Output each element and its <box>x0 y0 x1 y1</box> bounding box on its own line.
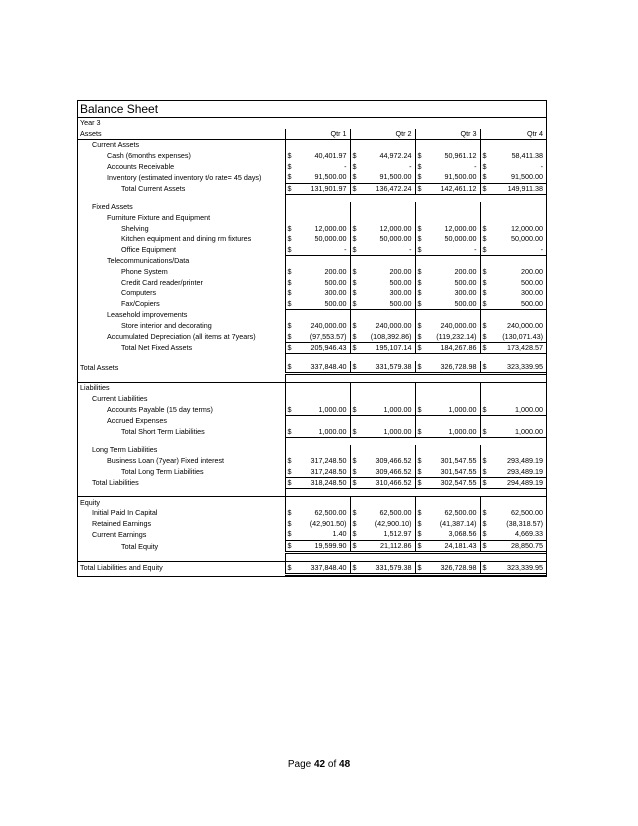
amount-q1: 300.00 <box>324 288 347 298</box>
amount-q3: 142,461.12 <box>424 183 480 195</box>
currency-symbol: $ <box>415 234 424 245</box>
currency-symbol: $ <box>350 234 359 245</box>
currency-symbol: $ <box>480 361 489 373</box>
currency-symbol: $ <box>285 277 294 288</box>
balance-row <box>78 331 546 342</box>
amount-q3: 200.00 <box>454 267 477 277</box>
currency-symbol: $ <box>480 172 489 183</box>
currency-symbol: $ <box>285 529 294 540</box>
balance-row <box>78 383 546 394</box>
amount-q1: 317,248.50 <box>310 455 347 465</box>
spacer-row <box>78 195 546 203</box>
amount-q1: 500.00 <box>324 277 347 287</box>
row-label: Credit Card reader/printer <box>121 277 203 287</box>
amount-q1: 12,000.00 <box>314 223 347 233</box>
row-label: Equity <box>80 497 100 507</box>
currency-symbol: $ <box>415 267 424 278</box>
currency-symbol: $ <box>285 466 294 477</box>
row-label: Current Assets <box>92 140 140 150</box>
balance-sheet-table <box>78 118 546 576</box>
currency-symbol: $ <box>285 321 294 332</box>
amount-q3: 326,728.98 <box>424 562 480 575</box>
currency-symbol: $ <box>415 456 424 467</box>
amount-q4: 1,000.00 <box>489 404 546 415</box>
currency-symbol: $ <box>285 540 294 553</box>
amount-q3: 240,000.00 <box>440 320 477 330</box>
row-label: Inventory (estimated inventory t/o rate= 45 days) <box>107 172 262 182</box>
amount-q4: (130,071.43) <box>489 331 546 342</box>
balance-row <box>78 497 546 508</box>
amount-q3: 1,000.00 <box>424 404 480 415</box>
balance-row <box>78 466 546 477</box>
page-footer <box>0 759 638 770</box>
amount-q4: 149,911.38 <box>489 183 546 195</box>
currency-symbol: $ <box>415 404 424 415</box>
spacer-row <box>78 553 546 562</box>
currency-symbol: $ <box>350 299 359 310</box>
currency-symbol: $ <box>480 299 489 310</box>
row-label: Phone System <box>121 267 168 277</box>
row-label: Store interior and decorating <box>121 320 212 330</box>
amount-q2: 240,000.00 <box>375 320 412 330</box>
currency-symbol: $ <box>415 331 424 342</box>
amount-q4: 200.00 <box>521 267 544 277</box>
currency-symbol: $ <box>350 223 359 234</box>
currency-symbol: $ <box>285 361 294 373</box>
row-label: Total Equity <box>121 541 159 551</box>
amount-q3: 91,500.00 <box>424 172 480 183</box>
amount-q4: 323,339.95 <box>489 361 546 373</box>
currency-symbol: $ <box>350 151 359 162</box>
currency-symbol: $ <box>415 245 424 256</box>
currency-symbol: $ <box>415 519 424 530</box>
currency-symbol: $ <box>480 161 489 172</box>
balance-row <box>78 394 546 405</box>
currency-symbol: $ <box>480 234 489 245</box>
amount-q2: (42,900.10) <box>374 518 412 528</box>
currency-symbol: $ <box>350 519 359 530</box>
amount-q4: 12,000.00 <box>511 223 544 233</box>
currency-symbol: $ <box>350 161 359 172</box>
amount-q4: - <box>489 245 546 256</box>
balance-row <box>78 223 546 234</box>
row-label: Total Current Assets <box>121 183 186 193</box>
balance-row <box>78 519 546 530</box>
row-label: Computers <box>121 288 157 298</box>
amount-q2: 50,000.00 <box>379 234 412 244</box>
amount-q4: 173,428.57 <box>489 342 546 354</box>
balance-row <box>78 562 546 575</box>
column-header-q4: Qtr 4 <box>480 129 546 140</box>
currency-symbol: $ <box>480 267 489 278</box>
amount-q2: 310,466.52 <box>359 477 415 489</box>
amount-q4: 1,000.00 <box>489 426 546 437</box>
footer-of: of <box>325 759 340 770</box>
balance-row <box>78 529 546 540</box>
amount-q1: 200.00 <box>324 267 347 277</box>
amount-q2: 1,000.00 <box>359 426 415 437</box>
row-label: Total Assets <box>80 362 119 372</box>
currency-symbol: $ <box>480 426 489 437</box>
amount-q4: 500.00 <box>521 277 544 287</box>
amount-q2: 309,466.52 <box>359 466 415 477</box>
sheet-body <box>78 118 546 574</box>
amount-q3: 326,728.98 <box>424 361 480 373</box>
amount-q4: 58,411.38 <box>511 151 544 161</box>
currency-symbol: $ <box>415 321 424 332</box>
amount-q2: 136,472.24 <box>359 183 415 195</box>
currency-symbol: $ <box>480 223 489 234</box>
currency-symbol: $ <box>350 267 359 278</box>
currency-symbol: $ <box>415 299 424 310</box>
currency-symbol: $ <box>415 508 424 519</box>
currency-symbol: $ <box>350 540 359 553</box>
currency-symbol: $ <box>285 456 294 467</box>
amount-q4: 300.00 <box>521 288 544 298</box>
currency-symbol: $ <box>480 508 489 519</box>
currency-symbol: $ <box>285 245 294 256</box>
currency-symbol: $ <box>350 321 359 332</box>
balance-row <box>78 404 546 415</box>
balance-row <box>78 234 546 245</box>
balance-row <box>78 213 546 224</box>
amount-q1: 91,500.00 <box>294 172 350 183</box>
footer-prefix: Page <box>287 759 314 770</box>
amount-q1: - <box>344 161 347 171</box>
row-label: Business Loan (7year) Fixed interest <box>107 455 225 465</box>
row-label: Current Earnings <box>92 529 147 539</box>
amount-q3: 1,000.00 <box>424 426 480 437</box>
row-label: Accounts Payable (15 day terms) <box>107 404 213 414</box>
currency-symbol: $ <box>480 456 489 467</box>
spacer-row <box>78 438 546 446</box>
currency-symbol: $ <box>480 151 489 162</box>
amount-q2: 1,512.97 <box>359 529 415 540</box>
amount-q3: 302,547.55 <box>424 477 480 489</box>
amount-q4: 4,669.33 <box>489 529 546 540</box>
currency-symbol: $ <box>480 540 489 553</box>
row-label: Office Equipment <box>121 245 177 255</box>
currency-symbol: $ <box>480 477 489 489</box>
amount-q1: 19,599.90 <box>294 540 350 553</box>
amount-q4: - <box>540 161 544 171</box>
amount-q2: 331,579.38 <box>359 361 415 373</box>
row-label: Retained Earnings <box>92 518 152 528</box>
currency-symbol: $ <box>285 172 294 183</box>
currency-symbol: $ <box>285 477 294 489</box>
row-label: Accrued Expenses <box>107 415 167 425</box>
currency-symbol: $ <box>285 288 294 299</box>
amount-q4: (38,318.57) <box>506 518 544 528</box>
amount-q3: 3,068.56 <box>424 529 480 540</box>
currency-symbol: $ <box>350 466 359 477</box>
currency-symbol: $ <box>415 151 424 162</box>
currency-symbol: $ <box>480 277 489 288</box>
balance-row <box>78 151 546 162</box>
amount-q1: 131,901.97 <box>294 183 350 195</box>
balance-row <box>78 415 546 426</box>
currency-symbol: $ <box>285 234 294 245</box>
amount-q3: (119,232.14) <box>424 331 480 342</box>
amount-q4: 500.00 <box>489 299 546 310</box>
spacer-row <box>78 489 546 497</box>
amount-q3: 62,500.00 <box>444 508 477 518</box>
currency-symbol: $ <box>285 404 294 415</box>
row-label: Leasehold improvements <box>107 310 188 320</box>
sheet-title: Balance Sheet <box>78 101 546 118</box>
currency-symbol: $ <box>350 477 359 489</box>
amount-q4: 293,489.19 <box>507 455 544 465</box>
amount-q1: 240,000.00 <box>310 320 347 330</box>
currency-symbol: $ <box>415 562 424 575</box>
row-label: Fixed Assets <box>92 202 133 212</box>
currency-symbol: $ <box>350 342 359 354</box>
amount-q1: 500.00 <box>294 299 350 310</box>
amount-q3: 500.00 <box>454 277 477 287</box>
row-label: Fax/Copiers <box>121 299 160 309</box>
row-label: Cash (6months expenses) <box>107 151 191 161</box>
balance-row <box>78 277 546 288</box>
currency-symbol: $ <box>285 342 294 354</box>
column-header-row <box>78 129 546 140</box>
column-header-q1: Qtr 1 <box>285 129 350 140</box>
amount-q1: 1,000.00 <box>294 404 350 415</box>
balance-row <box>78 456 546 467</box>
currency-symbol: $ <box>480 342 489 354</box>
currency-symbol: $ <box>415 223 424 234</box>
row-label: Total Liabilities and Equity <box>80 563 163 573</box>
currency-symbol: $ <box>285 267 294 278</box>
row-label: Total Short Term Liabilities <box>121 426 205 436</box>
balance-row <box>78 161 546 172</box>
amount-q2: 12,000.00 <box>379 223 412 233</box>
amount-q2: 500.00 <box>389 277 412 287</box>
currency-symbol: $ <box>480 466 489 477</box>
balance-row <box>78 426 546 437</box>
currency-symbol: $ <box>415 342 424 354</box>
currency-symbol: $ <box>415 361 424 373</box>
currency-symbol: $ <box>415 529 424 540</box>
year-label: Year 3 <box>80 118 101 128</box>
amount-q1: 317,248.50 <box>294 466 350 477</box>
currency-symbol: $ <box>285 161 294 172</box>
currency-symbol: $ <box>480 183 489 195</box>
row-label: Current Liabilities <box>92 393 148 403</box>
amount-q1: 62,500.00 <box>314 508 347 518</box>
balance-row <box>78 477 546 489</box>
amount-q3: - <box>424 245 480 256</box>
currency-symbol: $ <box>415 277 424 288</box>
amount-q2: 309,466.52 <box>375 455 412 465</box>
row-label: Total Liabilities <box>92 478 139 488</box>
currency-symbol: $ <box>350 508 359 519</box>
currency-symbol: $ <box>350 562 359 575</box>
amount-q2: 500.00 <box>359 299 415 310</box>
currency-symbol: $ <box>415 172 424 183</box>
currency-symbol: $ <box>350 277 359 288</box>
currency-symbol: $ <box>415 466 424 477</box>
currency-symbol: $ <box>415 288 424 299</box>
balance-row <box>78 245 546 256</box>
balance-row <box>78 310 546 321</box>
amount-q2: 91,500.00 <box>359 172 415 183</box>
amount-q1: 50,000.00 <box>314 234 347 244</box>
amount-q4: 294,489.19 <box>489 477 546 489</box>
balance-row <box>78 342 546 354</box>
amount-q3: 301,547.55 <box>424 466 480 477</box>
currency-symbol: $ <box>285 562 294 575</box>
currency-symbol: $ <box>285 151 294 162</box>
currency-symbol: $ <box>480 331 489 342</box>
balance-sheet <box>77 100 547 577</box>
balance-row <box>78 361 546 373</box>
amount-q3: 50,000.00 <box>444 234 477 244</box>
currency-symbol: $ <box>350 331 359 342</box>
currency-symbol: $ <box>350 361 359 373</box>
currency-symbol: $ <box>350 245 359 256</box>
currency-symbol: $ <box>480 529 489 540</box>
amount-q4: 293,489.19 <box>489 466 546 477</box>
currency-symbol: $ <box>285 223 294 234</box>
column-header-q2: Qtr 2 <box>350 129 415 140</box>
amount-q3: 301,547.55 <box>440 455 477 465</box>
amount-q4: 28,850.75 <box>489 540 546 553</box>
amount-q2: (108,392.86) <box>359 331 415 342</box>
row-label: Initial Paid In Capital <box>92 508 158 518</box>
spacer-row <box>78 374 546 383</box>
currency-symbol: $ <box>285 426 294 437</box>
amount-q2: 21,112.86 <box>359 540 415 553</box>
assets-header-label: Assets <box>78 129 285 140</box>
currency-symbol: $ <box>480 321 489 332</box>
balance-row <box>78 183 546 195</box>
amount-q2: 195,107.14 <box>359 342 415 354</box>
row-label: Liabilities <box>80 383 110 393</box>
amount-q3: - <box>474 161 477 171</box>
amount-q1: (97,553.57) <box>294 331 350 342</box>
row-label: Long Term Liabilities <box>92 445 158 455</box>
amount-q4: 62,500.00 <box>511 508 544 518</box>
amount-q4: 323,339.95 <box>489 562 546 575</box>
amount-q2: 200.00 <box>389 267 412 277</box>
currency-symbol: $ <box>350 183 359 195</box>
currency-symbol: $ <box>480 245 489 256</box>
amount-q3: 50,961.12 <box>444 151 477 161</box>
balance-row <box>78 321 546 332</box>
balance-row <box>78 540 546 553</box>
amount-q1: 205,946.43 <box>294 342 350 354</box>
amount-q1: 318,248.50 <box>294 477 350 489</box>
amount-q1: (42,901.50) <box>309 518 347 528</box>
row-label: Kitchen equipment and dining rm fixtures <box>121 234 252 244</box>
row-label: Total Long Term Liabilities <box>121 466 204 476</box>
balance-row <box>78 299 546 310</box>
balance-row <box>78 267 546 278</box>
currency-symbol: $ <box>285 299 294 310</box>
currency-symbol: $ <box>415 477 424 489</box>
balance-row <box>78 508 546 519</box>
currency-symbol: $ <box>285 331 294 342</box>
amount-q4: 240,000.00 <box>507 320 544 330</box>
currency-symbol: $ <box>350 172 359 183</box>
currency-symbol: $ <box>350 529 359 540</box>
footer-page-total: 48 <box>339 759 351 770</box>
currency-symbol: $ <box>480 404 489 415</box>
row-label: Furniture Fixture and Equipment <box>107 213 211 223</box>
year-row <box>78 118 546 129</box>
currency-symbol: $ <box>350 288 359 299</box>
amount-q2: 44,972.24 <box>379 151 412 161</box>
column-header-q3: Qtr 3 <box>415 129 480 140</box>
footer-page-number: 42 <box>313 759 326 770</box>
currency-symbol: $ <box>415 161 424 172</box>
balance-row <box>78 202 546 213</box>
amount-q2: 1,000.00 <box>359 404 415 415</box>
currency-symbol: $ <box>350 456 359 467</box>
balance-row <box>78 288 546 299</box>
currency-symbol: $ <box>480 519 489 530</box>
amount-q1: 1.40 <box>294 529 350 540</box>
currency-symbol: $ <box>285 508 294 519</box>
spacer-row <box>78 354 546 362</box>
amount-q2: 331,579.38 <box>359 562 415 575</box>
amount-q1: 337,848.40 <box>294 562 350 575</box>
amount-q2: - <box>409 161 412 171</box>
row-label: Accumulated Depreciation (all items at 7years) <box>107 331 256 341</box>
currency-symbol: $ <box>350 404 359 415</box>
row-label: Total Net Fixed Assets <box>121 343 193 353</box>
balance-row <box>78 172 546 183</box>
amount-q2: - <box>359 245 415 256</box>
amount-q3: (41,387.14) <box>439 518 477 528</box>
currency-symbol: $ <box>285 519 294 530</box>
amount-q3: 24,181.43 <box>424 540 480 553</box>
row-label: Shelving <box>121 223 149 233</box>
currency-symbol: $ <box>415 540 424 553</box>
amount-q1: 337,848.40 <box>294 361 350 373</box>
amount-q4: 50,000.00 <box>511 234 544 244</box>
amount-q3: 12,000.00 <box>444 223 477 233</box>
balance-row <box>78 445 546 456</box>
currency-symbol: $ <box>285 183 294 195</box>
amount-q3: 300.00 <box>454 288 477 298</box>
currency-symbol: $ <box>480 288 489 299</box>
amount-q1: 1,000.00 <box>294 426 350 437</box>
currency-symbol: $ <box>480 562 489 575</box>
currency-symbol: $ <box>350 426 359 437</box>
balance-row <box>78 140 546 151</box>
amount-q1: 40,401.97 <box>314 151 347 161</box>
amount-q3: 184,267.86 <box>424 342 480 354</box>
row-label: Telecommunications/Data <box>107 256 190 266</box>
amount-q2: 62,500.00 <box>379 508 412 518</box>
row-label: Accounts Receivable <box>107 161 175 171</box>
balance-row <box>78 256 546 267</box>
currency-symbol: $ <box>415 183 424 195</box>
amount-q4: 91,500.00 <box>489 172 546 183</box>
currency-symbol: $ <box>415 426 424 437</box>
amount-q1: - <box>294 245 350 256</box>
amount-q3: 500.00 <box>424 299 480 310</box>
amount-q2: 300.00 <box>389 288 412 298</box>
